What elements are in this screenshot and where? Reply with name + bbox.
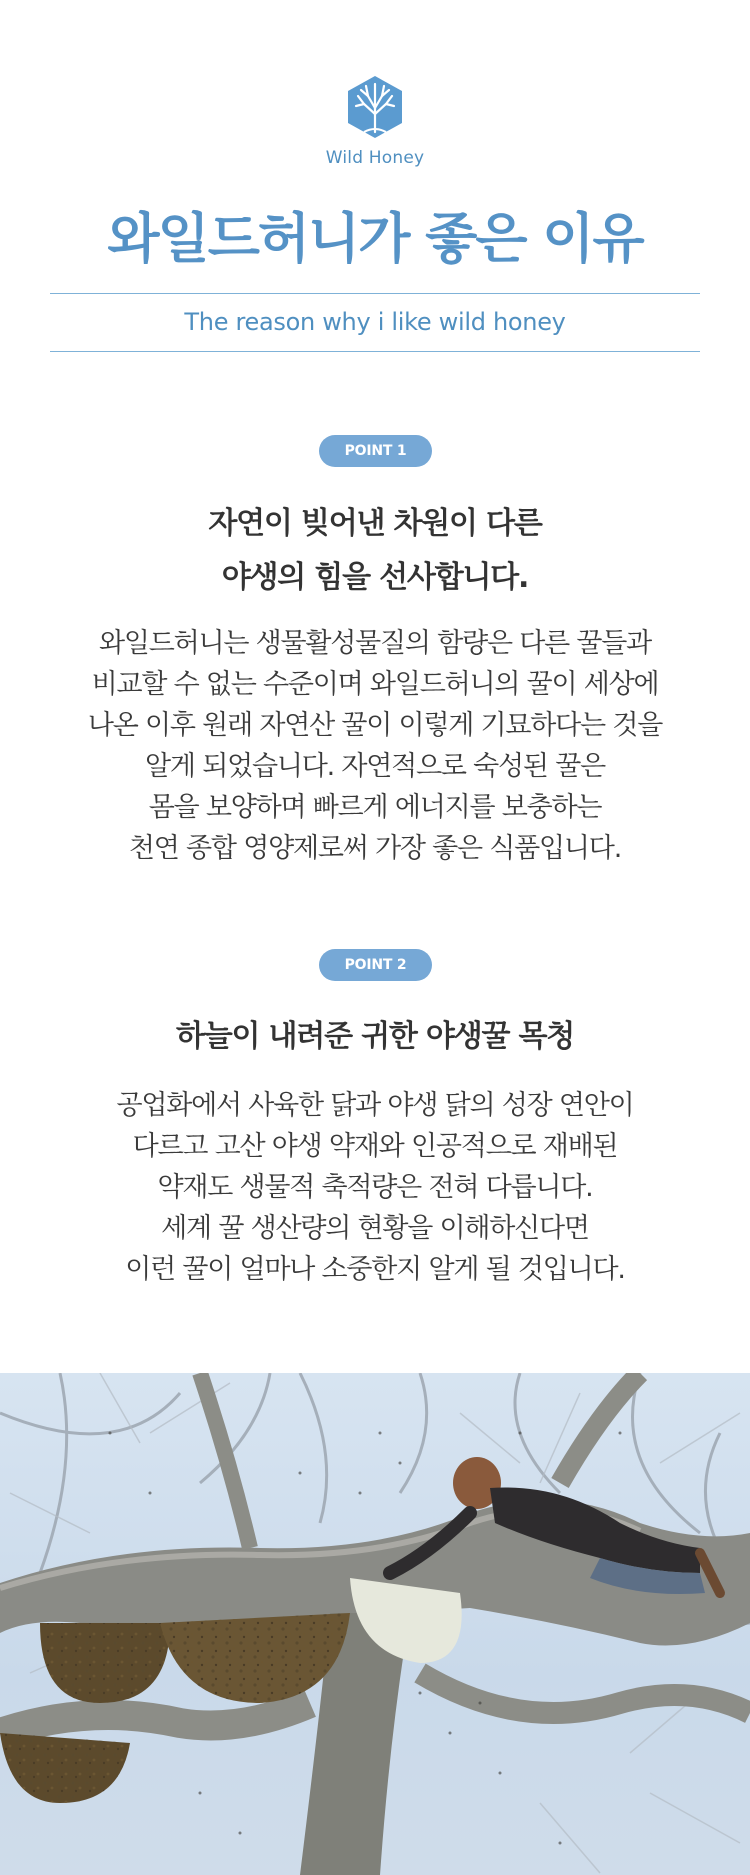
- point-1-heading-line-1: 자연이 빚어낸 차원이 다른: [208, 506, 542, 541]
- divider-bottom: [50, 351, 700, 352]
- honeycomb-tree-logo-icon: [346, 74, 404, 140]
- brand-logo: [0, 74, 750, 168]
- point-2-body-line: 공업화에서 사육한 닭과 야생 닭의 성장 연안이: [116, 1090, 634, 1121]
- point-1-body-line: 천연 종합 영양제로써 가장 좋은 식품입니다.: [128, 833, 622, 864]
- point-1-body-line: 알게 되었습니다. 자연적으로 숙성된 꿀은: [145, 751, 605, 782]
- point-2-body-line: 다르고 고산 야생 약재와 인공적으로 재배된: [132, 1131, 618, 1162]
- point-2-body: [0, 1085, 750, 1290]
- page-title: 와일드허니가 좋은 이유: [107, 207, 643, 270]
- point-1-body: [0, 623, 750, 869]
- page-subtitle: The reason why i like wild honey: [184, 308, 566, 336]
- point-1-heading-line-2: 야생의 힘을 선사합니다.: [221, 560, 529, 595]
- point-1-body-line: 비교할 수 없는 수준이며 와일드허니의 꿀이 세상에: [91, 669, 659, 700]
- point-2-body-line: 이런 꿀이 얼마나 소중한지 알게 될 것입니다.: [125, 1254, 625, 1285]
- point-1-badge: POINT 1: [319, 435, 432, 467]
- divider-top: [50, 293, 700, 294]
- brand-name: Wild Honey: [325, 148, 425, 168]
- honey-hunter-photo: [0, 1373, 750, 1875]
- point-2-body-line: 세계 꿀 생산량의 현황을 이해하신다면: [161, 1213, 589, 1244]
- point-2-heading: 하늘이 내려준 귀한 야생꿀 목청: [175, 1019, 575, 1054]
- point-2-badge: POINT 2: [319, 949, 432, 981]
- point-1-body-line: 와일드허니는 생물활성물질의 함량은 다른 꿀들과: [98, 628, 652, 659]
- point-2-body-line: 약재도 생물적 축적량은 전혀 다릅니다.: [157, 1172, 593, 1203]
- point-1-body-line: 몸을 보양하며 빠르게 에너지를 보충하는: [148, 792, 602, 823]
- point-1-body-line: 나온 이후 원래 자연산 꿀이 이렇게 기묘하다는 것을: [87, 710, 663, 741]
